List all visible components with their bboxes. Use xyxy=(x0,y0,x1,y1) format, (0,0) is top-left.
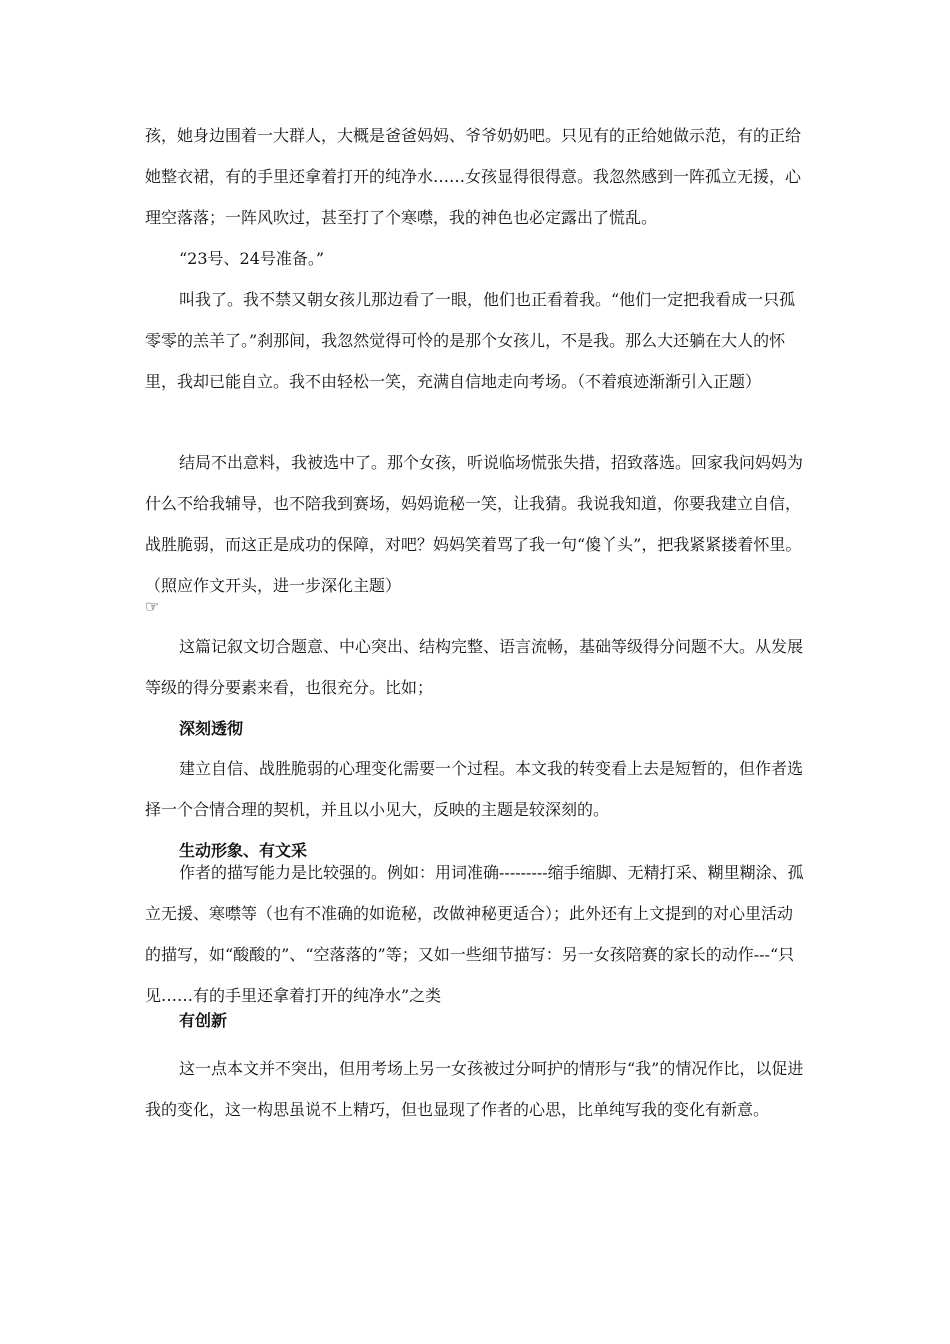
paragraph-result: 结局不出意料，我被选中了。那个女孩，听说临场慌张失措，招致落选。回家我问妈妈为什么不给我辅导，也不陪我到赛场，妈妈诡秘一笑，让我猜。我说我知道，你要我建立自信，战胜脆弱，而这正是成功的保障，对吧？妈妈笑着骂了我一句“傻丫头”，把我紧紧搂着怀里。（照应作文开头，进一步深化主题） xyxy=(145,453,804,595)
heading-profound: 深刻透彻 xyxy=(179,719,244,738)
paragraph-crowd: 孩，她身边围着一大群人，大概是爸爸妈妈、爷爷奶奶吧。只见有的正给她做示范，有的正给她整衣裙，有的手里还拿着打开的纯净水……女孩显得很得意。我忽然感到一阵孤立无援，心理空落落；一阵风吹过，甚至打了个寒噤，我的神色也必定露出了慌乱。 xyxy=(145,126,802,227)
paragraph-innovation: 这一点本文并不突出，但用考场上另一女孩被过分呵护的情形与“我”的情况作比，以促进我的变化，这一构思虽说不上精巧，但也显现了作者的心思，比单纯写我的变化有新意。 xyxy=(145,1059,804,1119)
paragraph-vivid: 作者的描写能力是比较强的。例如：用词准确---------缩手缩脚、无精打采、糊里糊涂、孤立无援、寒噤等（也有不准确的如诡秘，改做神秘更适合）；此外还有上文提到的对心里活动的描写，如“酸酸的”、“空落落的”等；又如一些细节描写：另一女孩陪赛的家长的动作---“只见……有的手里还拿着打开的纯净水”之类 xyxy=(145,863,804,1005)
heading-innovation: 有创新 xyxy=(179,1011,228,1030)
pointing-hand-icon: ☞ xyxy=(145,597,160,616)
paragraph-profound: 建立自信、战胜脆弱的心理变化需要一个过程。本文我的转变看上去是短暂的，但作者选择一个合情合理的契机，并且以小见大，反映的主题是较深刻的。 xyxy=(145,759,804,819)
heading-vivid: 生动形象、有文采 xyxy=(179,841,308,860)
paragraph-confidence: 叫我了。我不禁又朝女孩儿那边看了一眼，他们也正看着我。“他们一定把我看成一只孤零零的羔羊了。”刹那间，我忽然觉得可怜的是那个女孩儿，不是我。那么大还躺在大人的怀里，我却已能自立。我不由轻松一笑，充满自信地走向考场。（不着痕迹渐渐引入正题） xyxy=(145,290,796,391)
paragraph-comment: 这篇记叙文切合题意、中心突出、结构完整、语言流畅，基础等级得分问题不大。从发展等级的得分要素来看，也很充分。比如； xyxy=(145,637,804,697)
paragraph-number-call: “23号、24号准备。” xyxy=(179,249,325,268)
